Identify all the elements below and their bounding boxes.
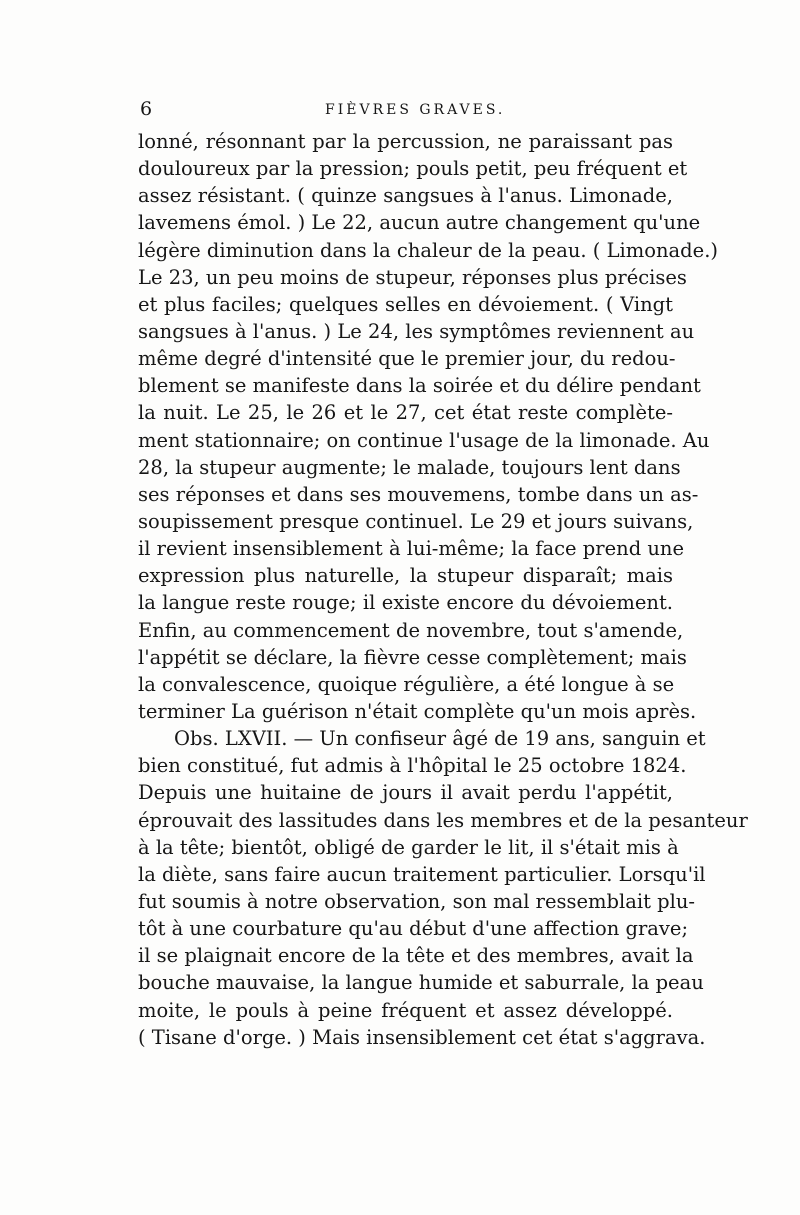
observation-heading-line: Obs. LXVII. — Un confiseur âgé de 19 ans, sanguin et (174, 727, 706, 751)
text-line: 28, la stupeur augmente; le malade, toujours lent dans (138, 455, 681, 479)
text-line: ment stationnaire; on continue l'usage de la limonade. Au (138, 428, 710, 452)
text-line: Depuis une huitaine de jours il avait perdu l'appétit, (138, 781, 673, 805)
text-line: la diète, sans faire aucun traitement particulier. Lorsqu'il (138, 862, 706, 886)
text-line: l'appétit se déclare, la fièvre cesse complètement; mais (138, 645, 687, 669)
text-line: lonné, résonnant par la percussion, ne paraissant pas (138, 130, 673, 153)
text-line: il revient insensiblement à lui-même; la face prend une (138, 537, 685, 561)
body-text (138, 128, 748, 1051)
text-line: la langue reste rouge; il existe encore du dévoiement. (138, 591, 673, 615)
page-header (140, 98, 670, 122)
text-line: à la tête; bientôt, obligé de garder le lit, il s'était mis à (138, 835, 679, 859)
text-line: tôt à une courbature qu'au début d'une affection grave; (138, 917, 689, 941)
text-line: blement se manifeste dans la soirée et du délire pendant (138, 374, 701, 398)
text-line: moite, le pouls à peine fréquent et assez développé. (138, 998, 673, 1022)
text-line: et plus faciles; quelques selles en dévoiement. ( Vingt (138, 292, 673, 316)
text-line: ses réponses et dans ses mouvemens, tombe dans un as- (138, 482, 699, 506)
paragraph-last-line: terminer La guérison n'était complète qu'un mois après. (138, 699, 697, 723)
text-line: lavemens émol. ) Le 22, aucun autre changement qu'une (138, 211, 701, 235)
text-line: la nuit. Le 25, le 26 et le 27, cet état reste complète- (138, 401, 673, 425)
text-line: Enfin, au commencement de novembre, tout s'amende, (138, 618, 684, 642)
text-line: soupissement presque continuel. Le 29 et jours suivans, (138, 509, 694, 533)
text-line: la convalescence, quoique régulière, a été longue à se (138, 672, 675, 696)
text-line: il se plaignait encore de la tête et des membres, avait la (138, 944, 694, 968)
text-line: sangsues à l'anus. ) Le 24, les symptômes reviennent au (138, 319, 695, 343)
text-line: expression plus naturelle, la stupeur disparaît; mais (138, 564, 673, 588)
running-title: FIÈVRES GRAVES. (325, 102, 506, 118)
text-line: ( Tisane d'orge. ) Mais insensiblement cet état s'aggrava. (138, 1025, 706, 1049)
text-line: même degré d'intensité que le premier jour, du redou- (138, 347, 676, 371)
text-line: éprouvait des lassitudes dans les membres et de la pesanteur (138, 808, 748, 832)
text-line: bouche mauvaise, la langue humide et saburrale, la peau (138, 971, 704, 995)
text-line: légère diminution dans la chaleur de la peau. ( Limonade.) (138, 238, 719, 262)
page-number: 6 (140, 98, 153, 120)
text-line: Le 23, un peu moins de stupeur, réponses plus précises (138, 265, 687, 289)
text-line: bien constitué, fut admis à l'hôpital le 25 octobre 1824. (138, 754, 687, 778)
text-line: douloureux par la pression; pouls petit, peu fréquent et (138, 157, 688, 181)
text-line: fut soumis à notre observation, son mal ressemblait plu- (138, 889, 696, 913)
text-line: assez résistant. ( quinze sangsues à l'anus. Limonade, (138, 184, 673, 208)
